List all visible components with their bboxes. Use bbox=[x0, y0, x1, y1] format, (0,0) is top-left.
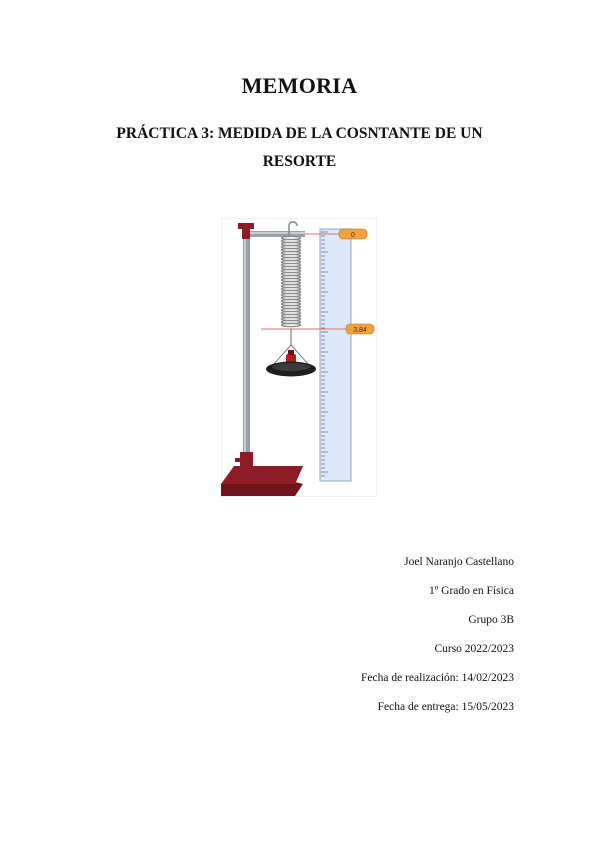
document-subtitle bbox=[100, 120, 499, 176]
spring-experiment-figure bbox=[221, 218, 377, 497]
group: Grupo 3B bbox=[468, 614, 514, 626]
degree: 1º Grado en Física bbox=[428, 585, 514, 597]
author-name: Joel Naranjo Castellano bbox=[404, 556, 514, 568]
date-delivery: Fecha de entrega: 15/05/2023 bbox=[377, 701, 514, 713]
date-done: Fecha de realización: 14/02/2023 bbox=[361, 672, 514, 684]
author-info-block bbox=[361, 548, 514, 722]
document-title: MEMORIA bbox=[241, 73, 358, 98]
bottom-marker-tag bbox=[346, 324, 374, 334]
stand-base bbox=[221, 466, 303, 484]
subtitle-line-1: PRÁCTICA 3: MEDIDA DE LA COSNTANTE DE UN bbox=[116, 125, 483, 142]
course: Curso 2022/2023 bbox=[434, 643, 514, 655]
top-marker-label: 0 bbox=[351, 232, 355, 239]
ruler-body bbox=[320, 229, 351, 481]
bottom-clamp bbox=[240, 452, 253, 466]
bottom-marker-label: 3.84 bbox=[353, 327, 367, 334]
top-marker-tag bbox=[339, 229, 367, 239]
subtitle-line-2: RESORTE bbox=[262, 153, 337, 170]
measuring-ruler bbox=[320, 229, 351, 481]
